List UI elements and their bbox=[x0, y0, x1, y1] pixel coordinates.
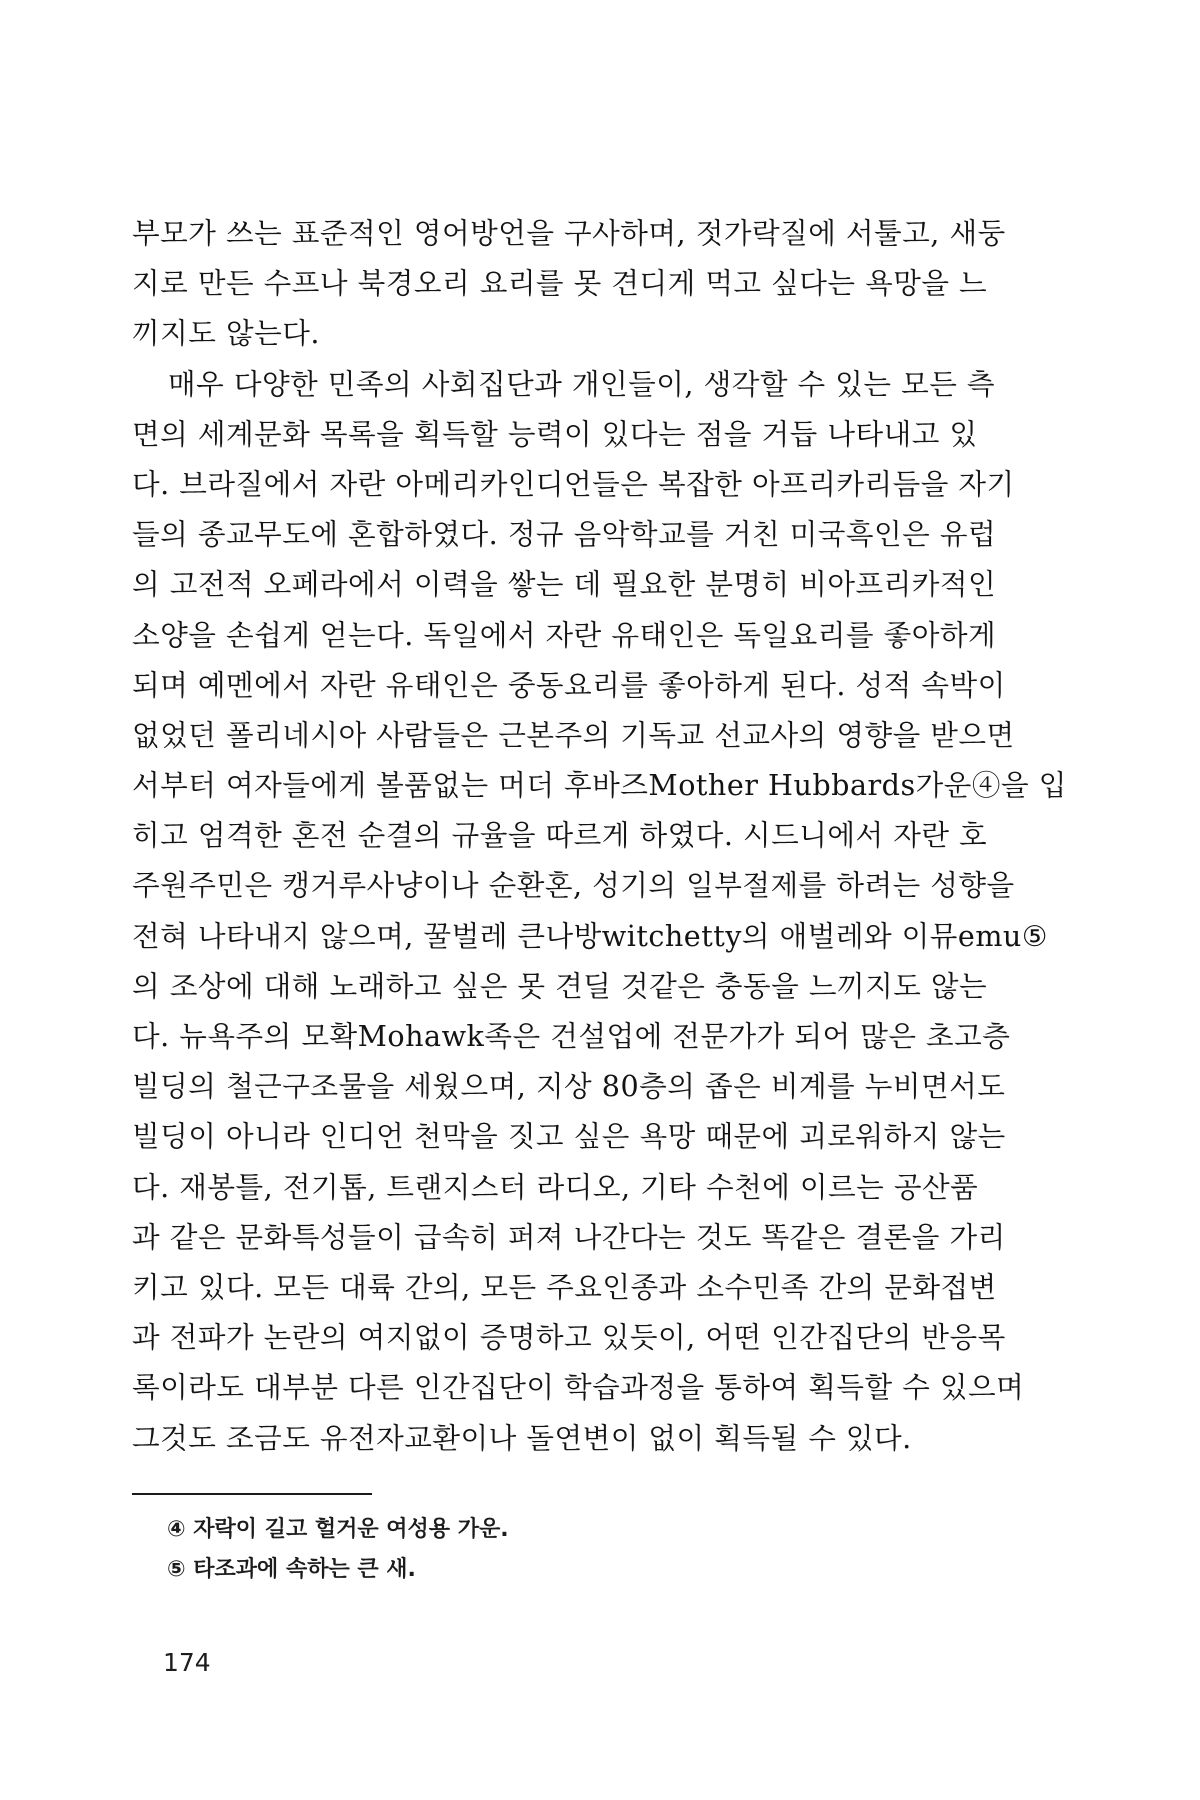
footnotes bbox=[167, 1510, 967, 1590]
text-line: 과 전파가 논란의 여지없이 증명하고 있듯이, 어떤 인간집단의 반응목 bbox=[132, 1320, 1006, 1355]
text-line: 소양을 손쉽게 얻는다. 독일에서 자란 유태인은 독일요리를 좋아하게 bbox=[132, 617, 997, 652]
text-line: 전혀 나타내지 않으며, 꿀벌레 큰나방witchetty의 애벌레와 이뮤emu⑤ bbox=[132, 918, 1048, 953]
text-line: 서부터 여자들에게 볼품없는 머더 후바즈Mother Hubbards가운④을 입 bbox=[132, 768, 1067, 803]
text-line: 다. 뉴욕주의 모확Mohawk족은 건설업에 전문가가 되어 많은 초고층 bbox=[132, 1019, 1011, 1053]
footnote-divider bbox=[132, 1493, 372, 1495]
body-text bbox=[132, 208, 1067, 1463]
text-line: 빌딩이 아니라 인디언 천막을 짓고 싶은 욕망 때문에 괴로워하지 않는 bbox=[132, 1119, 1006, 1154]
text-line: 끼지도 않는다. bbox=[132, 316, 320, 351]
footnote-5: ⑤ 타조과에 속하는 큰 새. bbox=[167, 1557, 416, 1582]
text-line: 키고 있다. 모든 대륙 간의, 모든 주요인종과 소수민족 간의 문화접변 bbox=[132, 1269, 997, 1304]
footnote-4: ④ 자락이 길고 헐거운 여성용 가운. bbox=[167, 1517, 509, 1542]
text-line: 빌딩의 철근구조물을 세웠으며, 지상 80층의 좁은 비계를 누비면서도 bbox=[132, 1069, 1006, 1104]
text-line: 지로 만든 수프나 북경오리 요리를 못 견디게 먹고 싶다는 욕망을 느 bbox=[132, 266, 988, 301]
text-line: 되며 예멘에서 자란 유태인은 중동요리를 좋아하게 된다. 성적 속박이 bbox=[132, 667, 1006, 702]
text-line: 그것도 조금도 유전자교환이나 돌연변이 없이 획득될 수 있다. bbox=[132, 1420, 912, 1455]
text-line: 부모가 쓰는 표준적인 영어방언을 구사하며, 젓가락질에 서툴고, 새둥 bbox=[132, 216, 1006, 250]
paragraph-start-line: 매우 다양한 민족의 사회집단과 개인들이, 생각할 수 있는 모든 측 bbox=[168, 366, 996, 401]
text-line: 의 고전적 오페라에서 이력을 쌓는 데 필요한 분명히 비아프리카적인 bbox=[132, 567, 997, 602]
text-line: 과 같은 문화특성들이 급속히 퍼져 나간다는 것도 똑같은 결론을 가리 bbox=[132, 1219, 1006, 1254]
text-line: 면의 세계문화 목록을 획득할 능력이 있다는 점을 거듭 나타내고 있 bbox=[132, 416, 978, 451]
text-line: 히고 엄격한 혼전 순결의 규율을 따르게 하였다. 시드니에서 자란 호 bbox=[132, 818, 988, 853]
text-line: 록이라도 대부분 다른 인간집단이 학습과정을 통하여 획득할 수 있으며 bbox=[132, 1370, 1025, 1405]
text-line: 없었던 폴리네시아 사람들은 근본주의 기독교 선교사의 영향을 받으면 bbox=[132, 717, 1015, 752]
text-line: 다. 재봉틀, 전기톱, 트랜지스터 라디오, 기타 수천에 이르는 공산품 bbox=[132, 1169, 979, 1204]
page-number: 174 bbox=[163, 1648, 211, 1677]
text-line: 다. 브라질에서 자란 아메리카인디언들은 복잡한 아프리카리듬을 자기 bbox=[132, 466, 1015, 501]
text-line: 주원주민은 캥거루사냥이나 순환혼, 성기의 일부절제를 하려는 성향을 bbox=[132, 868, 1015, 903]
text-line: 의 조상에 대해 노래하고 싶은 못 견딜 것같은 충동을 느끼지도 않는 bbox=[132, 968, 988, 1003]
text-line: 들의 종교무도에 혼합하였다. 정규 음악학교를 거친 미국흑인은 유럽 bbox=[132, 517, 997, 552]
